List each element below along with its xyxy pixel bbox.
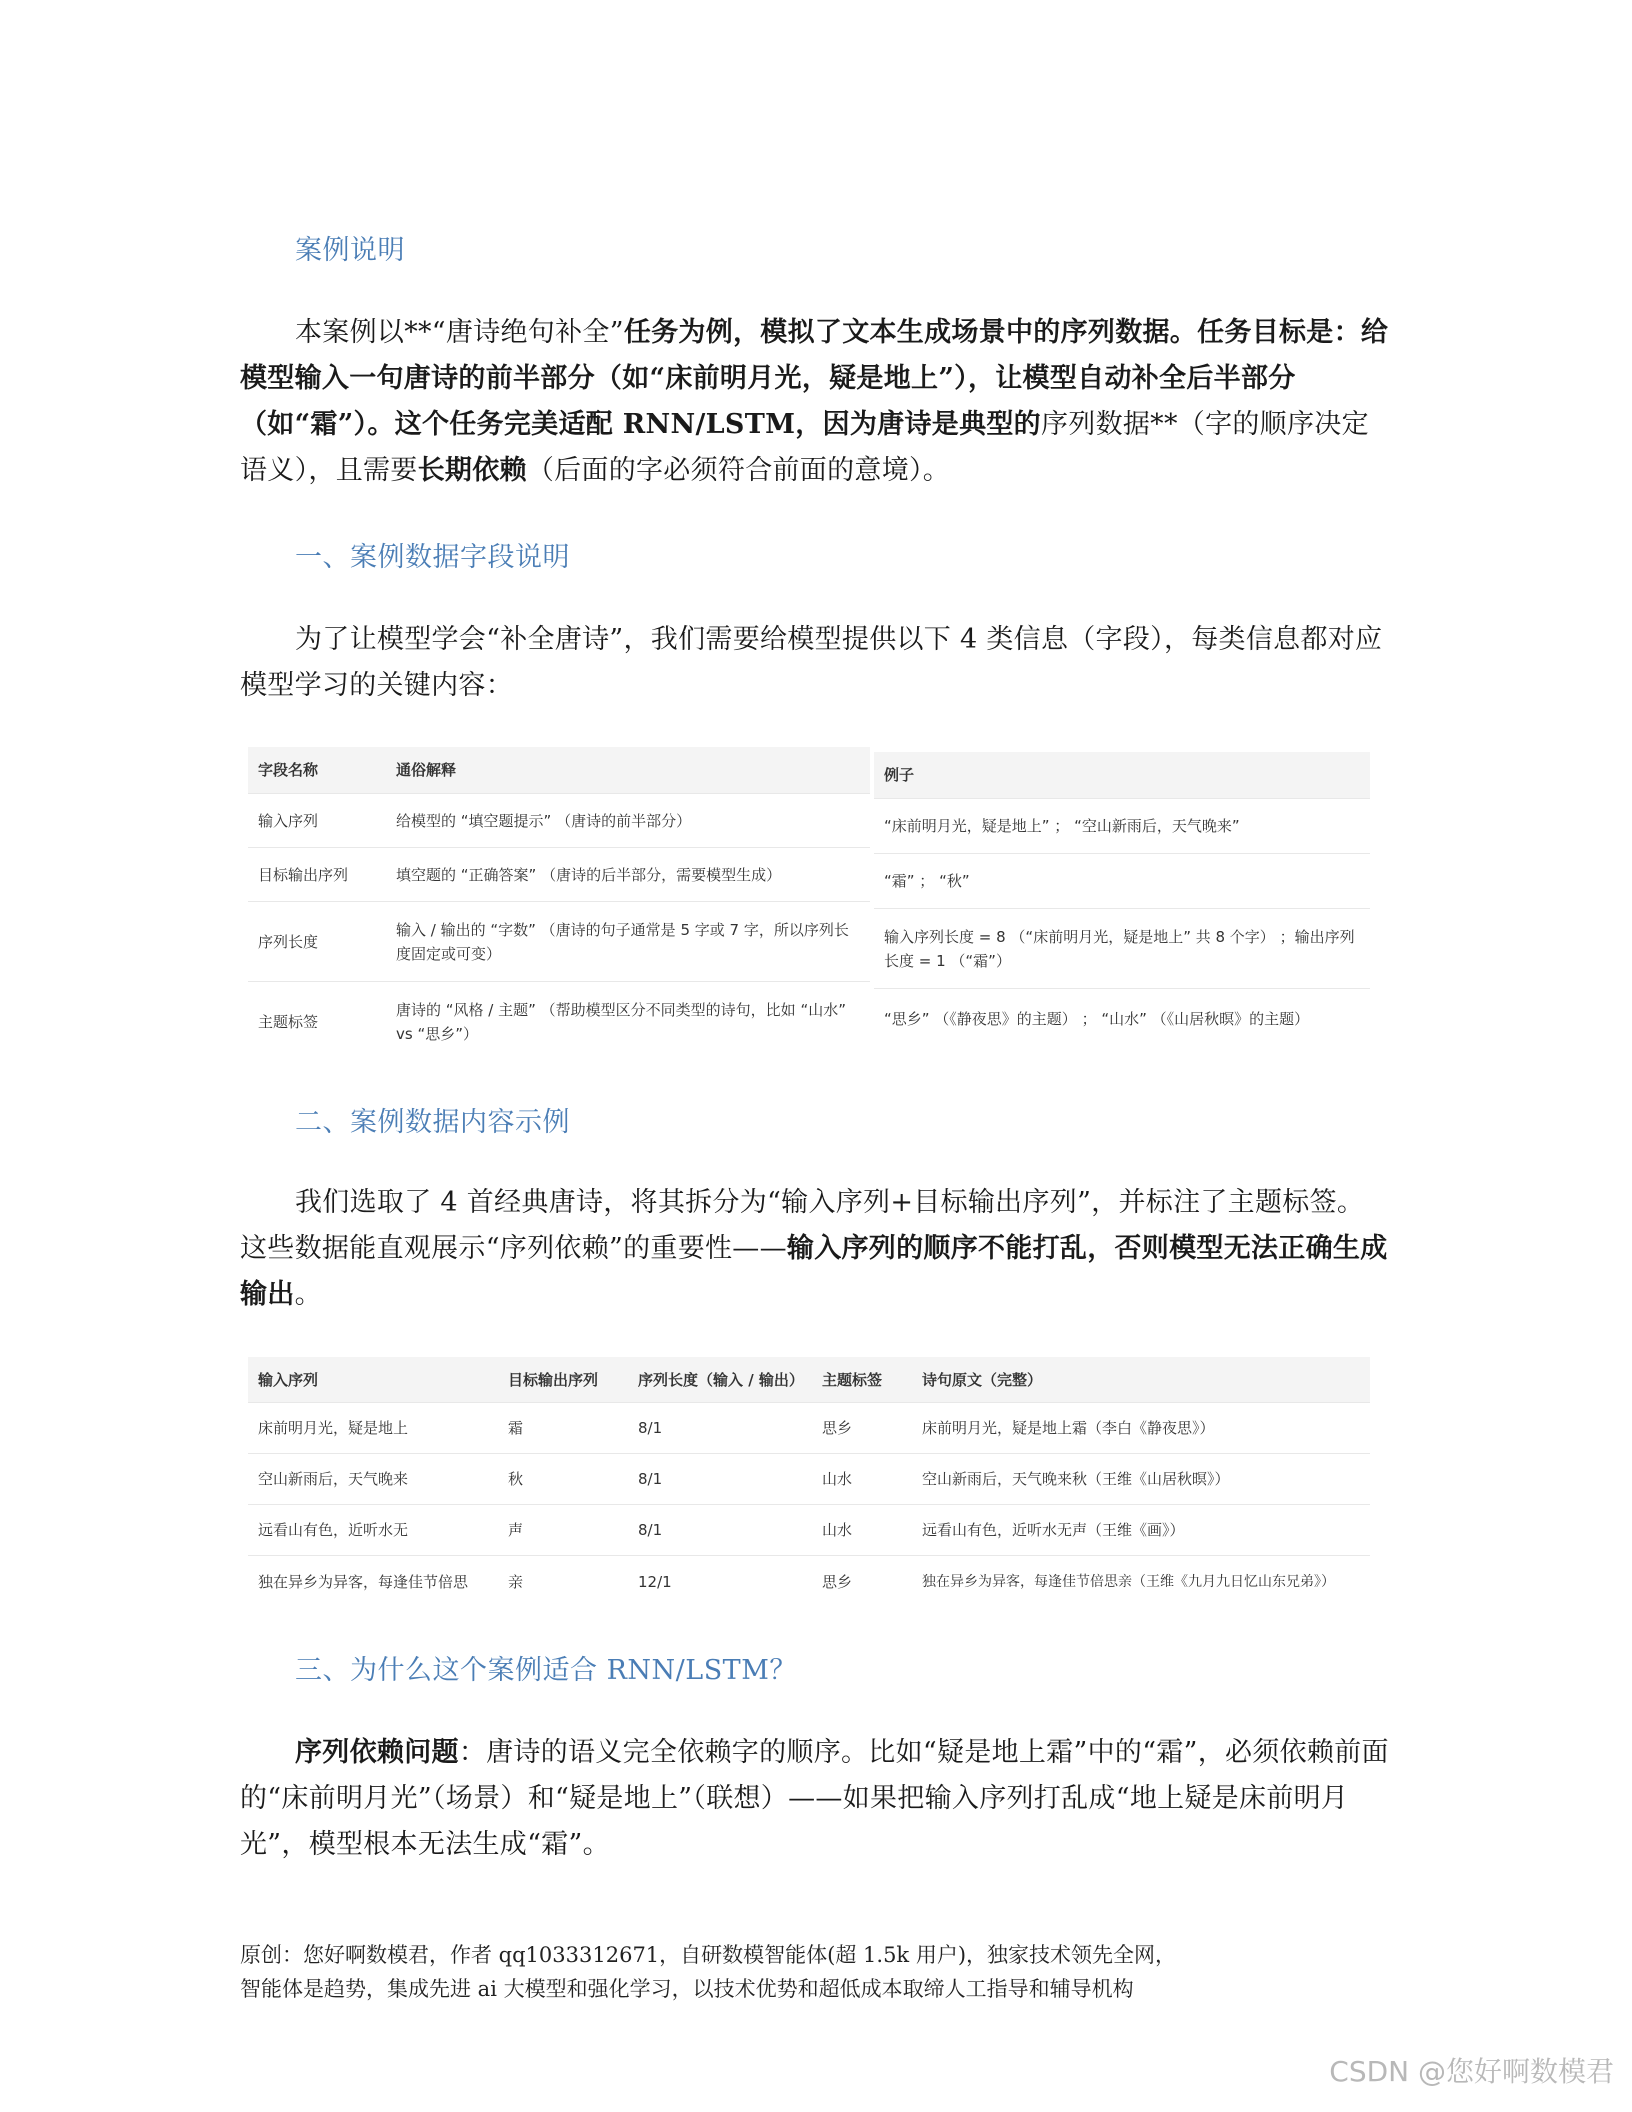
table-row: “霜” ； “秋” [874, 854, 1370, 909]
table-row: 独在异乡为异客，每逢佳节倍思 亲 12/1 思乡 独在异乡为异客，每逢佳节倍思亲（王维《九月九日忆山东兄弟》） [258, 1572, 1335, 1591]
example-table-header: 例子 [874, 752, 1370, 799]
footer-note: 原创：您好啊数模君，作者 qq1033312671，自研数模智能体(超 1.5k 用户)，独家技术领先全网， 智能体是趋势，集成先进 ai 大模型和强化学习，以技术优势和超低成本取缔人工指导和辅导机构 [240, 1943, 1177, 2001]
examples-paragraph: 我们选取了 4 首经典唐诗，将其拆分为“输入序列+目标输出序列”，并标注了主题标签。这些数据能直观展示“序列依赖”的重要性——输入序列的顺序不能打乱，否则模型无法正确生成输出。 [240, 1187, 1388, 1310]
table-row: “思乡” （《静夜思》的主题） ； “山水” （《山居秋暝》的主题） [884, 1010, 1310, 1028]
csdn-watermark: CSDN @您好啊数模君 [1329, 2055, 1614, 2088]
field-table-header: 字段名称 通俗解释 [248, 747, 870, 794]
table-row: 远看山有色，近听水无 声 8/1 山水 远看山有色，近听水无声（王维《画》） [248, 1505, 1370, 1556]
table-row: 输入序列长度 = 8 （“床前明月光，疑是地上” 共 8 个字） ；输出序列长度 = 1 （“霜”） [874, 909, 1370, 989]
section-heading-2: 二、案例数据内容示例 [295, 1107, 570, 1138]
fields-paragraph: 为了让模型学会“补全唐诗”，我们需要给模型提供以下 4 类信息（字段），每类信息都对应模型学习的关键内容： [240, 624, 1383, 701]
table-row: 输入序列 给模型的 “填空题提示” （唐诗的前半部分） [248, 794, 870, 848]
why-paragraph: 序列依赖问题：唐诗的语义完全依赖字的顺序。比如“疑是地上霜”中的“霜”，必须依赖前面的“床前明月光”（场景）和“疑是地上”（联想）——如果把输入序列打乱成“地上疑是床前明月光”，模型根本无法生成“霜”。 [240, 1737, 1389, 1860]
example-table [874, 752, 1370, 1049]
table-row: 目标输出序列 填空题的 “正确答案” （唐诗的后半部分，需要模型生成） [248, 848, 870, 902]
table-row: 序列长度 输入 / 输出的 “字数” （唐诗的句子通常是 5 字或 7 字，所以序列长度固定或可变） [248, 902, 870, 982]
table-row: “床前明月光，疑是地上” ； “空山新雨后，天气晚来” [874, 799, 1370, 854]
poem-table-header: 输入序列 目标输出序列 序列长度（输入 / 输出） 主题标签 诗句原文（完整） [248, 1357, 1370, 1403]
table-row: 空山新雨后，天气晚来 秋 8/1 山水 空山新雨后，天气晚来秋（王维《山居秋暝》） [248, 1454, 1370, 1505]
table-row: 主题标签 唐诗的 “风格 / 主题” （帮助模型区分不同类型的诗句，比如 “山水” vs “思乡”） [258, 1001, 846, 1043]
field-table [248, 747, 870, 1062]
section-heading-3: 三、为什么这个案例适合 RNN/LSTM？ [295, 1655, 797, 1686]
poem-table [248, 1357, 1370, 1607]
table-row: 床前明月光，疑是地上 霜 8/1 思乡 床前明月光，疑是地上霜（李白《静夜思》） [248, 1403, 1370, 1454]
section-heading-1: 一、案例数据字段说明 [295, 542, 570, 573]
intro-paragraph: 本案例以**“唐诗绝句补全”任务为例，模拟了文本生成场景中的序列数据。任务目标是：给模型输入一句唐诗的前半部分（如“床前明月光，疑是地上”），让模型自动补全后半部分（如“霜”）。这个任务完美适配 RNN/LSTM，因为唐诗是典型的序列数据**（字的顺序决定语义），且需要长期依赖（后面的字必须符合前面的意境）。 [240, 317, 1389, 486]
case-title: 案例说明 [295, 235, 405, 266]
